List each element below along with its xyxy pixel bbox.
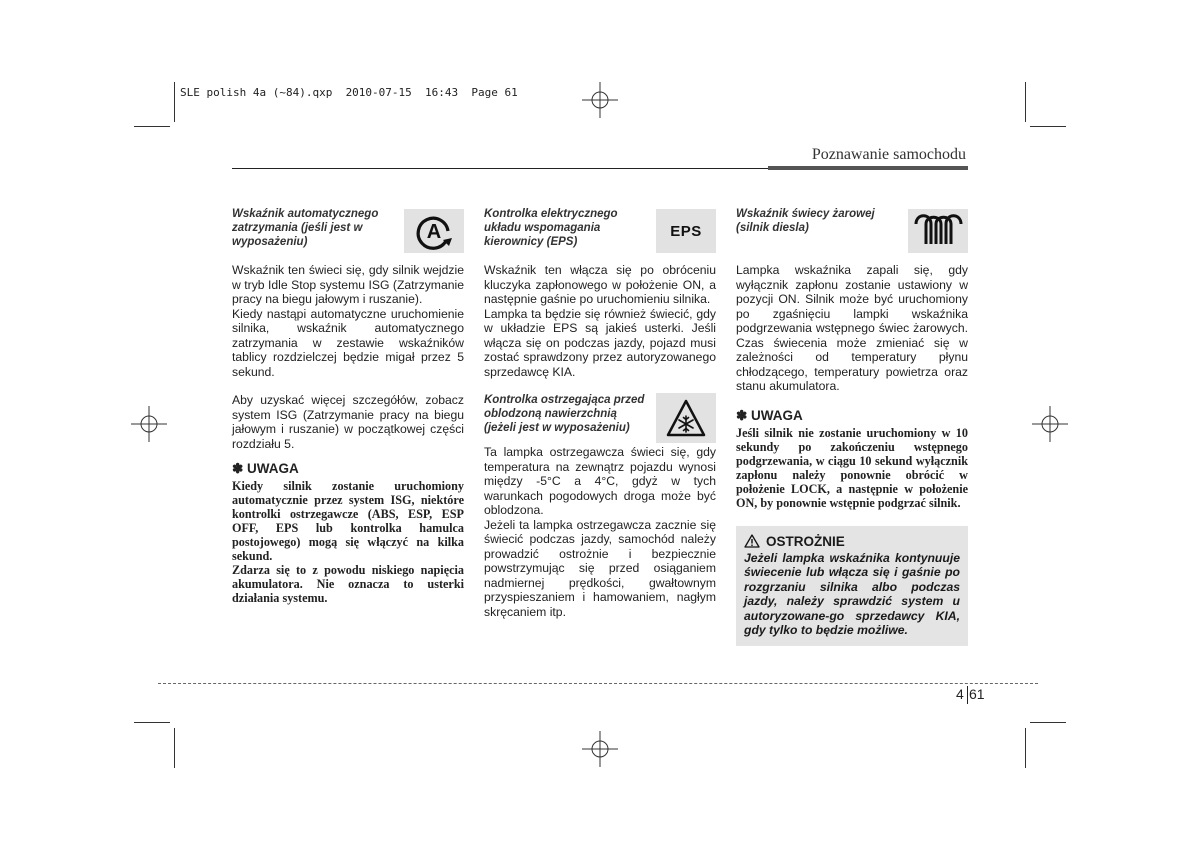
registration-mark-icon [1032,406,1068,442]
crop-mark [174,728,175,768]
indicator-icon-box [908,209,968,253]
paragraph: Lampka wskaźnika zapali się, gdy wyłącznik zapłonu zostanie ustawiony w pozycji ON. Silnik może być uruchomiony po zgaśnięciu lampki wskaźnika podgrzewania wstępnego świec żarowych. Czas świecenia może zmieniać się w zależności od temperatury płynu chłodzącego, temperatury powietrza oraz stanu akumulatora. [736,263,968,393]
crop-mark [134,126,170,127]
print-slug: SLE polish 4a (~84).qxp 2010-07-15 16:43 Page 61 [180,86,518,99]
registration-mark-icon [582,82,618,118]
page-number-divider [967,686,968,704]
paragraph: Ta lampka ostrzegawcza świeci się, gdy temperatura na zewnątrz pojazdu wynosi między -5°C a 4°C, gdyż w tych warunkach pogodowych droga może być oblodzona. [484,445,716,517]
header-bar [768,166,968,170]
column-2 [484,207,716,619]
note-title: ✽ UWAGA [736,407,803,423]
indicator-icon-box [656,393,716,443]
indicator-title: Kontrolka ostrzegająca przed oblodzoną nawierzchnią (jeżeli jest w wyposażeniu) [484,394,645,434]
indicator-heading [484,393,716,443]
footer-rule [158,683,1038,684]
paragraph: Aby uzyskać więcej szczegółów, zobacz system ISG (Zatrzymanie pracy na biegu jałowym i ruszanie) w początkowej części rozdziału 5. [232,393,464,451]
indicator-heading [232,207,464,257]
caution-body: Jeżeli lampka wskaźnika kontynuuje świecenie lub włącza się i gaśnie po rozgrzaniu silnika albo podczas jazdy, należy sprawdzić system u autoryzowane-go sprzedawcy KIA, gdy tylko to będzie możliwe. [744,550,960,637]
chapter-number: 4 [956,686,964,702]
indicator-title: Kontrolka elektrycznego układu wspomagania kierownicy (EPS) [484,208,618,248]
crop-mark [134,722,170,723]
registration-mark-icon [131,406,167,442]
paragraph: Lampka ta będzie się również świecić, gdy w układzie EPS są jakieś usterki. Jeśli włącza się on podczas jazdy, pojazd musi zostać sprawdzony przez autoryzowanego sprzedawcę KIA. [484,306,716,379]
paragraph: Jeżeli ta lampka ostrzegawcza zacznie się świecić podczas jazdy, samochód należy prowadzić ostrożnie i bezpiecznie powstrzymując się przed osiąganiem nadmiernej prędkości, gwałtownym przyspieszaniem i hamowaniem, nagłym skręcaniem itp. [484,517,716,619]
indicator-title: Wskaźnik świecy żarowej (silnik diesla) [736,208,875,234]
note-title: ✽ UWAGA [232,461,299,476]
warning-icon [744,534,760,548]
page-number: 61 [969,686,985,702]
caution-box [736,526,968,646]
registration-mark-icon [582,731,618,767]
crop-mark [1030,722,1066,723]
eps-icon-label: EPS [670,222,702,240]
crop-mark [174,82,175,122]
column-3 [736,207,968,646]
indicator-title: Wskaźnik automatycznego zatrzymania (jeśli jest w wyposażeniu) [232,208,379,248]
indicator-heading [484,207,716,257]
crop-mark [1030,126,1066,127]
paragraph: Wskaźnik ten włącza się po obróceniu kluczyka zapłonowego w położenie ON, a następnie gaśnie po uruchomieniu silnika. [484,263,716,306]
icy-road-icon [664,397,708,439]
note-body: Kiedy silnik zostanie uruchomiony automatycznie przez system ISG, niektóre kontrolki ostrzegawcze (ABS, ESP, ESP OFF, EPS lub kontrolka hamulca postojowego) mogą się włączyć na kilka sekund. [232,479,464,563]
crop-mark [1025,728,1026,768]
glow-plug-icon [913,214,963,248]
paragraph: Wskaźnik ten świeci się, gdy silnik wejdzie w tryb Idle Stop systemu ISG (Zatrzymanie pracy na biegu jałowym i ruszanie). [232,263,464,306]
caution-title: OSTROŻNIE [766,533,845,549]
column-1 [232,207,464,605]
note-body: Jeśli silnik nie zostanie uruchomiony w 10 sekundy po zakończeniu wstępnego podgrzewania, w ciągu 10 sekund wyłącznik zapłonu należy ponownie obrócić w położenie LOCK, a następnie w położenie ON, by ponownie wstępnie podgrzać silnik. [736,425,968,510]
indicator-icon-box [404,209,464,253]
auto-stop-icon [412,211,456,251]
eps-icon [656,209,716,253]
section-title: Poznawanie samochodu [811,146,966,163]
caution-heading [744,534,960,549]
indicator-heading [736,207,968,257]
paragraph: Kiedy nastąpi automatyczne uruchomienie silnika, wskaźnik automatycznego zatrzymania w zestawie wskaźników tablicy rozdzielczej będzie migał przez 5 sekund. [232,306,464,379]
svg-text:A: A [426,221,442,243]
note-body: Zdarza się to z powodu niskiego napięcia akumulatora. Nie oznacza to usterki działania systemu. [232,563,464,605]
crop-mark [1025,82,1026,122]
